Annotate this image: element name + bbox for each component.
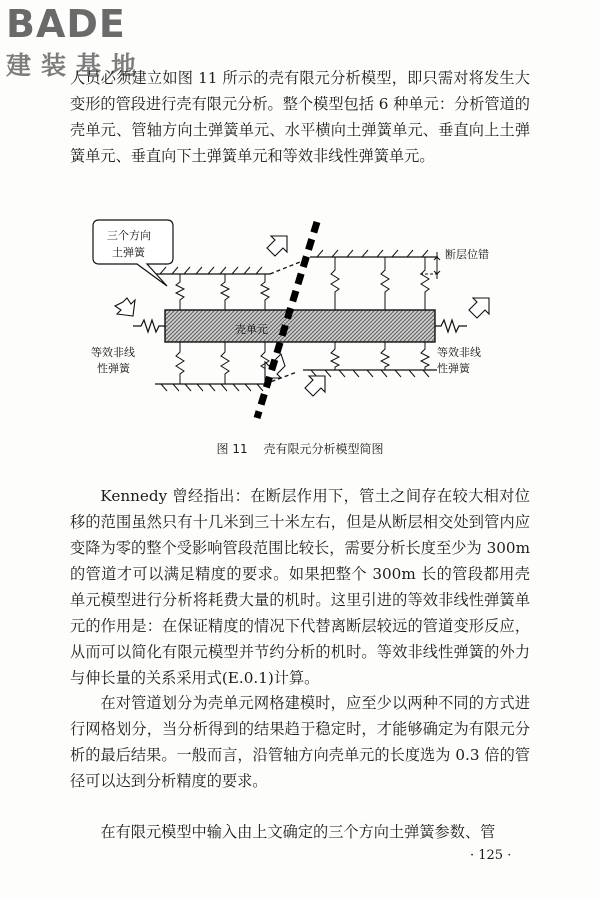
left-nonlinear-spring bbox=[133, 320, 165, 332]
upper-soil-boundary bbox=[155, 257, 437, 274]
callout-line-2: 土弹簧 bbox=[112, 246, 145, 259]
page-number: · 125 · bbox=[470, 848, 512, 863]
figure-diagram bbox=[85, 212, 515, 427]
figure-title: 壳有限元分析模型简图 bbox=[263, 442, 384, 456]
right-spring-label-line-2: 性弹簧 bbox=[437, 362, 470, 375]
watermark-brand: BADE bbox=[6, 2, 126, 46]
left-spring-label-line-2: 性弹簧 bbox=[97, 362, 130, 375]
pipe-shell-element bbox=[165, 310, 435, 342]
figure-caption bbox=[0, 440, 600, 457]
watermark-subtitle: 建装基地 bbox=[6, 51, 147, 80]
paragraph-kennedy: Kennedy 曾经指出：在断层作用下，管土之间存在较大相对位移的范围虽然只有十几米到三十米左右，但是从断层相交处到管内应变降为零的整个受影响管段范围比较长，需要分析长度至少为 300m 的管道才可以满足精度的要求。如果把整个 300m 长的管段都用壳单元模型进行分析将耗费大量的机时。这里引进的等效非线性弹簧单元的作用是：在保证精度的情况下代替离断层较远的管道变形反应，从而可以简化有限元模型并节约分析的机时。等效非线性弹簧的外力与伸长量的关系采用式(E.0.1)计算。 bbox=[70, 487, 530, 687]
paragraph-last: 在有限元模型中输入由上文确定的三个方向土弹簧参数、管 bbox=[100, 823, 496, 841]
shell-label: 壳单元 bbox=[235, 323, 268, 336]
left-spring-label-line-1: 等效非线 bbox=[91, 346, 135, 359]
right-nonlinear-spring bbox=[435, 320, 467, 332]
soil-spring-callout bbox=[93, 220, 173, 286]
figure-number: 图 11 bbox=[216, 442, 248, 456]
paragraph-mesh: 在对管道划分为壳单元网格建模时，应至少以两种不同的方式进行网格划分，当分析得到的结果趋于稳定时，才能够确定为有限元分析的最后结果。一般而言，沿管轴方向壳单元的长度选为 0.3 倍的管径可以达到分析精度的要求。 bbox=[70, 694, 530, 790]
upper-soil-hatch bbox=[160, 250, 428, 274]
lower-soil-springs bbox=[176, 342, 429, 384]
paragraph-intro: 人员必须建立如图 11 所示的壳有限元分析模型，即只需对将发生大变形的管段进行壳有限元分析。整个模型包括 6 种单元：分析管道的壳单元、管轴方向土弹簧单元、水平横向土弹簧单元、垂直向上土弹簧单元、垂直向下土弹簧单元和等效非线性弹簧单元。 bbox=[70, 69, 530, 165]
lower-soil-boundary bbox=[155, 370, 437, 384]
right-spring-label-line-1: 等效非线 bbox=[437, 346, 481, 359]
figure-shell-model bbox=[85, 212, 515, 427]
callout-line-1: 三个方向 bbox=[107, 229, 151, 242]
fault-offset-label: 断层位错 bbox=[445, 248, 489, 261]
